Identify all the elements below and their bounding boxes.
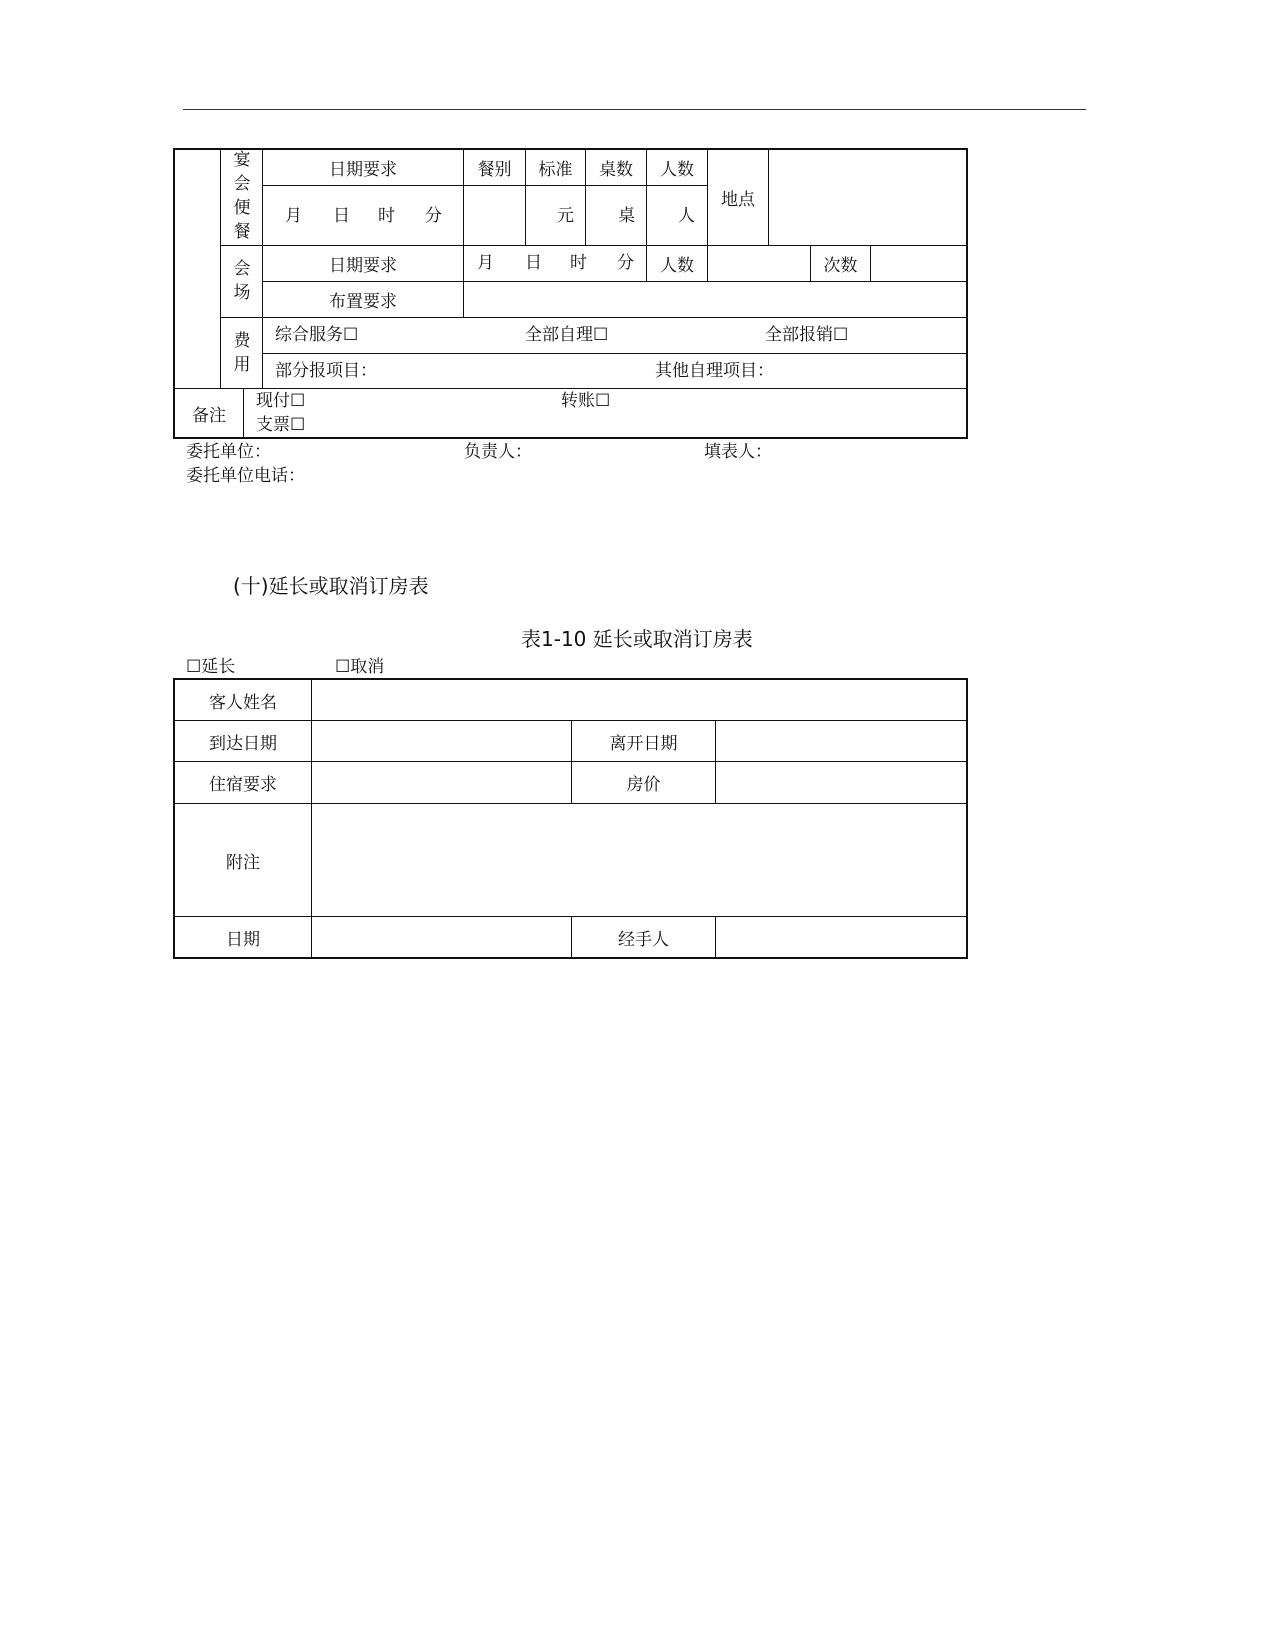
section-heading: (十)延长或取消订房表 <box>233 574 429 598</box>
banquet-day: 日 <box>333 206 350 226</box>
venue-date-req-label: 日期要求 <box>329 256 397 276</box>
notes-label: 附注 <box>226 852 260 873</box>
fee-reimburse-all-option[interactable]: 全部报销☐ <box>765 325 849 345</box>
cancel-option[interactable]: ☐取消 <box>335 657 385 677</box>
banquet-hour: 时 <box>378 206 395 226</box>
fee-comprehensive-option[interactable]: 综合服务☐ <box>275 325 359 345</box>
departure-date-label: 离开日期 <box>609 733 678 754</box>
form-filler-label: 填表人： <box>704 442 772 462</box>
fee-partial-reimburse-label: 部分报项目： <box>275 361 377 381</box>
fee-self-all-option[interactable]: 全部自理☐ <box>525 325 609 345</box>
tables-unit: 桌 <box>618 206 635 226</box>
header-rule <box>183 109 1086 110</box>
banquet-date-req-label: 日期要求 <box>329 160 397 180</box>
payment-transfer-option[interactable]: 转账☐ <box>561 391 611 411</box>
venue-month: 月 <box>477 253 494 273</box>
venue-times-label: 次数 <box>823 256 858 276</box>
room-price-label: 房价 <box>626 775 661 795</box>
client-unit-label: 委托单位： <box>186 442 271 462</box>
fees-section-label: 费用 <box>233 331 251 375</box>
venue-minute: 分 <box>617 253 634 273</box>
responsible-person-label: 负责人： <box>464 442 532 462</box>
payment-check-option[interactable]: 支票☐ <box>256 415 306 435</box>
table-title: 表1-10 延长或取消订房表 <box>521 627 753 651</box>
venue-hour: 时 <box>570 253 587 273</box>
venue-section-label: 会场 <box>233 259 251 303</box>
client-unit-phone-label: 委托单位电话： <box>186 466 305 486</box>
guest-name-label: 客人姓名 <box>209 692 277 713</box>
date-label: 日期 <box>226 929 260 950</box>
layout-req-label: 布置要求 <box>329 292 397 312</box>
extend-option[interactable]: ☐延长 <box>186 657 236 677</box>
payment-cash-option[interactable]: 现付☐ <box>256 391 306 411</box>
handler-label: 经手人 <box>618 929 669 950</box>
venue-day: 日 <box>525 253 542 273</box>
standard-label: 标准 <box>538 160 573 180</box>
meal-type-label: 餐别 <box>477 160 512 180</box>
people-label: 人数 <box>660 160 694 180</box>
yuan-unit: 元 <box>557 206 574 226</box>
stay-requirement-label: 住宿要求 <box>209 775 277 795</box>
tables-label: 桌数 <box>599 160 633 180</box>
location-label: 地点 <box>721 190 755 210</box>
banquet-minute: 分 <box>425 206 442 226</box>
arrival-date-label: 到达日期 <box>209 733 277 754</box>
fee-other-self-label: 其他自理项目： <box>655 361 774 381</box>
people-unit: 人 <box>678 206 695 226</box>
banquet-section-label: 宴会便餐 <box>233 150 251 242</box>
venue-people-label: 人数 <box>660 256 694 276</box>
banquet-month: 月 <box>285 206 302 226</box>
remarks-label: 备注 <box>192 405 226 426</box>
